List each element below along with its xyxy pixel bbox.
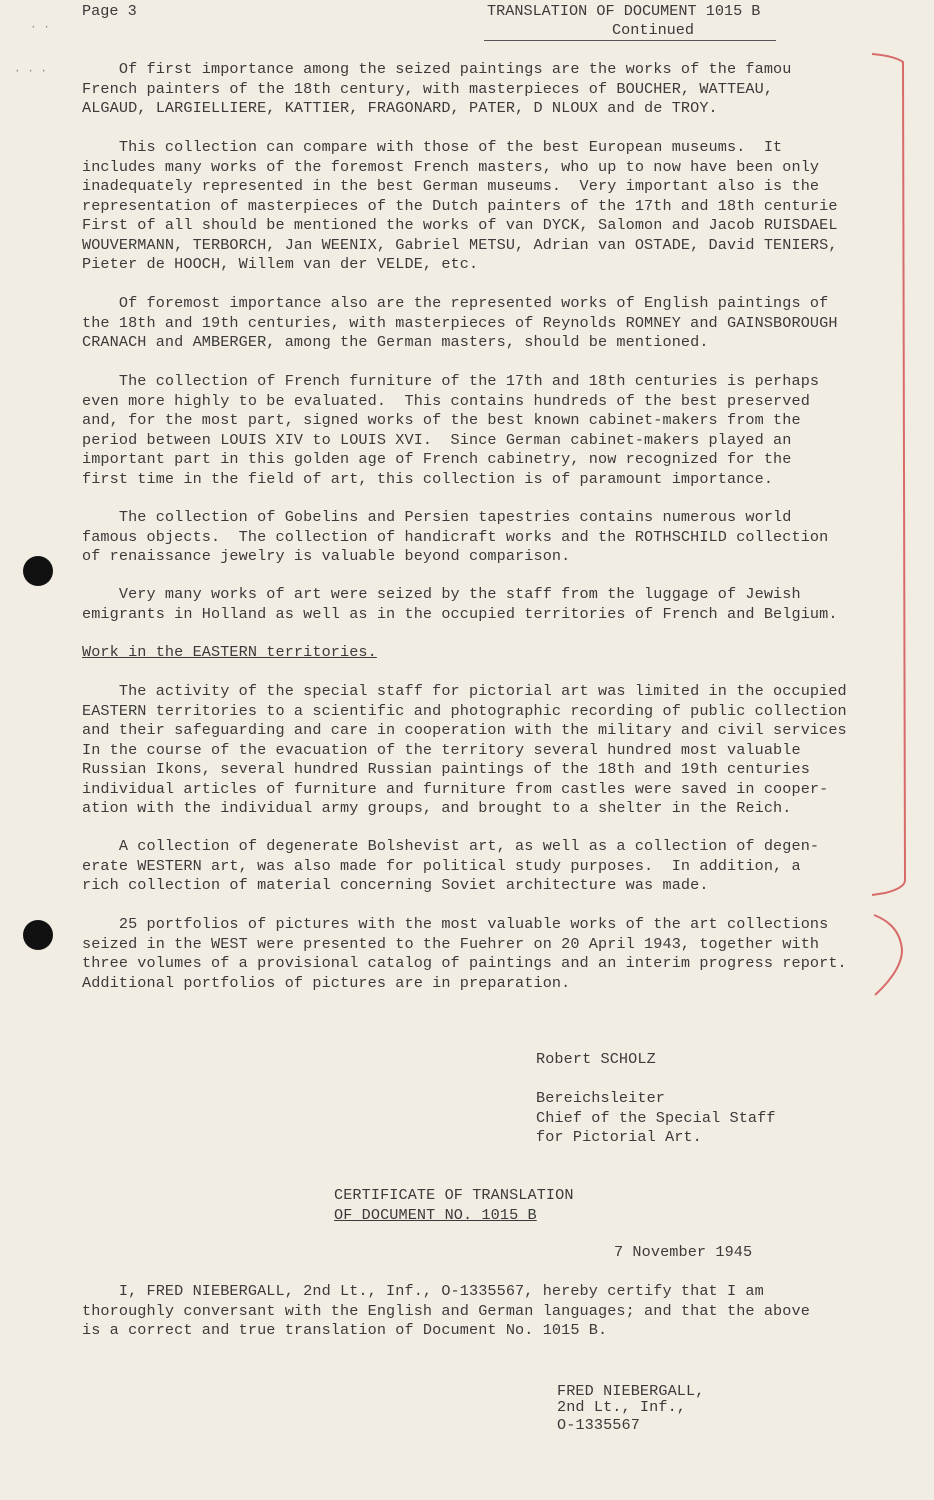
body-line: of renaissance jewelry is valuable beyond comparison.: [82, 547, 571, 565]
signer-title: for Pictorial Art.: [536, 1128, 702, 1146]
body-line: inadequately represented in the best German museums. Very important also is the: [82, 177, 820, 195]
body-line: The collection of French furniture of the 17th and 18th centuries is perhaps: [82, 372, 820, 390]
red-paren: [874, 915, 902, 995]
body-line: The activity of the special staff for pictorial art was limited in the occupied: [82, 682, 847, 700]
signer-title: Bereichsleiter: [536, 1089, 665, 1107]
certificate-date: 7 November 1945: [614, 1243, 753, 1261]
translator-rank: 2nd Lt., Inf.,: [557, 1398, 686, 1416]
translator-serial: O-1335567: [557, 1416, 640, 1434]
signer-title: Chief of the Special Staff: [536, 1108, 776, 1127]
certificate-line: thoroughly conversant with the English and German languages; and that the above: [82, 1301, 810, 1320]
body-line: The collection of Gobelins and Persien tapestries contains numerous world: [82, 508, 792, 526]
body-line: This collection can compare with those of the best European museums. It: [82, 138, 783, 156]
body-line: Additional portfolios of pictures are in preparation.: [82, 973, 571, 992]
certificate-subheading: OF DOCUMENT NO. 1015 B: [334, 1205, 537, 1224]
body-line: Of first importance among the seized paintings are the works of the famou: [82, 60, 792, 78]
page-number: Page 3: [82, 2, 137, 20]
body-line: three volumes of a provisional catalog of paintings and an interim progress report.: [82, 954, 847, 972]
continued-label: Continued: [612, 21, 695, 39]
body-line: French painters of the 18th century, with masterpieces of BOUCHER, WATTEAU,: [82, 79, 774, 98]
body-line: first time in the field of art, this collection is of paramount importance.: [82, 469, 774, 488]
body-line: and their safeguarding and care in cooperation with the military and civil services: [82, 721, 847, 739]
certificate-heading: CERTIFICATE OF TRANSLATION: [334, 1186, 574, 1204]
body-line: representation of masterpieces of the Dutch painters of the 17th and 18th centurie: [82, 196, 838, 215]
body-line: individual articles of furniture and furniture from castles were saved in cooper-: [82, 779, 829, 798]
body-line: even more highly to be evaluated. This contains hundreds of the best preserved: [82, 391, 810, 410]
translator-name: FRED NIEBERGALL,: [557, 1382, 705, 1400]
body-line: EASTERN territories to a scientific and photographic recording of public collection: [82, 701, 847, 720]
section-heading: Work in the EASTERN territories.: [82, 643, 377, 661]
paper-mark: · · ·: [14, 66, 48, 78]
body-line: famous objects. The collection of handicraft works and the ROTHSCHILD collection: [82, 527, 829, 546]
body-line: rich collection of material concerning Soviet architecture was made.: [82, 876, 709, 894]
body-line: A collection of degenerate Bolshevist art, as well as a collection of degen-: [82, 837, 820, 855]
body-line: In the course of the evacuation of the territory several hundred most valuable: [82, 740, 801, 759]
body-line: Very many works of art were seized by the staff from the luggage of Jewish: [82, 585, 801, 603]
certificate-line: I, FRED NIEBERGALL, 2nd Lt., Inf., O-1335567, hereby certify that I am: [82, 1282, 764, 1300]
body-line: seized in the WEST were presented to the Fuehrer on 20 April 1943, together with: [82, 934, 820, 953]
body-line: Russian Ikons, several hundred Russian paintings of the 18th and 19th centuries: [82, 760, 810, 778]
body-line: ation with the individual army groups, and brought to a shelter in the Reich.: [82, 799, 792, 817]
body-line: 25 portfolios of pictures with the most valuable works of the art collections: [82, 915, 829, 933]
certificate-line: is a correct and true translation of Document No. 1015 B.: [82, 1321, 608, 1339]
body-line: and, for the most part, signed works of the best known cabinet-makers from the: [82, 411, 801, 429]
body-line: includes many works of the foremost French masters, who up to now have been only: [82, 157, 820, 176]
body-line: period between LOUIS XIV to LOUIS XVI. Since German cabinet-makers played an: [82, 430, 792, 449]
body-line: Of foremost importance also are the represented works of English paintings of: [82, 294, 829, 312]
body-line: emigrants in Holland as well as in the occupied territories of French and Belgium.: [82, 604, 838, 623]
red-bracket: [872, 54, 905, 895]
paper-mark: · ·: [30, 22, 50, 34]
body-line: CRANACH and AMBERGER, among the German masters, should be mentioned.: [82, 333, 709, 351]
signer-name: Robert SCHOLZ: [536, 1050, 656, 1068]
body-line: the 18th and 19th centuries, with masterpieces of Reynolds ROMNEY and GAINSBOROUGH: [82, 313, 838, 332]
punch-hole: [23, 556, 53, 586]
body-line: ALGAUD, LARGIELLIERE, KATTIER, FRAGONARD, PATER, D NLOUX and de TROY.: [82, 99, 718, 117]
body-line: WOUVERMANN, TERBORCH, Jan WEENIX, Gabriel METSU, Adrian van OSTADE, David TENIERS,: [82, 235, 838, 254]
body-line: Pieter de HOOCH, Willem van der VELDE, etc.: [82, 255, 479, 273]
document-title: TRANSLATION OF DOCUMENT 1015 B: [487, 2, 761, 20]
punch-hole: [23, 920, 53, 950]
body-line: erate WESTERN art, was also made for political study purposes. In addition, a: [82, 856, 801, 875]
body-line: First of all should be mentioned the works of van DYCK, Salomon and Jacob RUISDAEL: [82, 216, 838, 234]
body-line: important part in this golden age of French cabinetry, now recognized for the: [82, 450, 792, 468]
